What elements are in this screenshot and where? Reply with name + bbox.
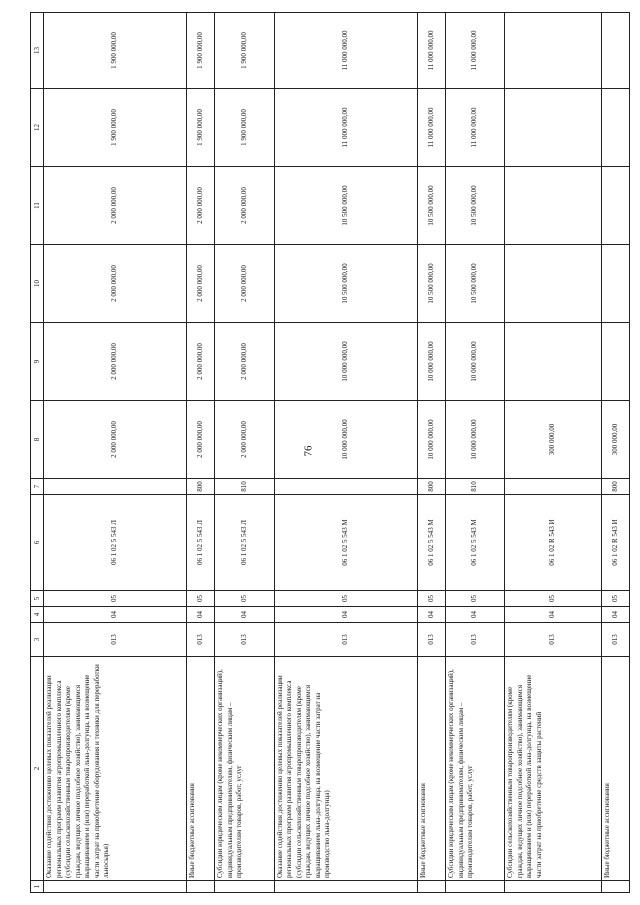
- row-description: Субсидии юридическим лицам (кроме некоммерческих организаций), индивидуальным предпринимателям, физическим лицам – производителям товаров, работ, услуг: [446, 657, 505, 881]
- amount-cell: [601, 89, 629, 167]
- code-cell: 05: [187, 591, 215, 607]
- row-description: Субсидии сельскохозяйственным товаропроизводителям (кроме граждан, ведущих личное подсобное хозяйство), занимающимся выращиванием и (или) переработкой льна-долгунца, на возмещение части затрат на приобретение средств защиты растений: [505, 657, 602, 881]
- code-cell: [601, 881, 629, 893]
- amount-cell: [505, 245, 602, 323]
- code-cell: 05: [44, 591, 187, 607]
- table-row: [187, 13, 215, 893]
- amount-cell: 11 000 000,00: [418, 13, 446, 89]
- row-description: Оказание содействия достижению целевых показателей реализации региональных программ развития агропромышленного комплекса (субсидии сельскохозяйственным товаропроизводителям (кроме граждан, ведущих личное подсобное хозяйство), занимающимся выращиванием и (или) переработкой льна-долгунца, на возмещение части затрат на приобретение оборудования и техники для переработки льносырья): [44, 657, 187, 881]
- code-cell: 06 1 02 5 543 Л: [215, 495, 274, 591]
- code-cell: 04: [187, 607, 215, 623]
- code-cell: 05: [215, 591, 274, 607]
- amount-cell: 2 000 000,00: [44, 401, 187, 479]
- amount-cell: 10 500 000,00: [446, 245, 505, 323]
- amount-cell: 11 000 000,00: [274, 13, 417, 89]
- code-cell: 013: [44, 623, 187, 657]
- header-row: [31, 13, 44, 893]
- code-cell: 013: [187, 623, 215, 657]
- amount-cell: [505, 323, 602, 401]
- table-row: [601, 13, 629, 893]
- col-header: 1: [31, 881, 44, 893]
- amount-cell: 2 000 000,00: [215, 323, 274, 401]
- amount-cell: 10 500 000,00: [274, 245, 417, 323]
- code-cell: [274, 881, 417, 893]
- code-cell: [505, 479, 602, 495]
- amount-cell: 2 000 000,00: [215, 401, 274, 479]
- col-header: 8: [31, 401, 44, 479]
- budget-table: [30, 12, 630, 893]
- amount-cell: 10 500 000,00: [418, 245, 446, 323]
- code-cell: 06 1 02 5 543 М: [446, 495, 505, 591]
- code-cell: 013: [505, 623, 602, 657]
- amount-cell: 2 000 000,00: [187, 401, 215, 479]
- code-cell: 06 1 02 R 543 И: [601, 495, 629, 591]
- amount-cell: 300 000,00: [505, 401, 602, 479]
- code-cell: 800: [601, 479, 629, 495]
- amount-cell: 11 000 000,00: [446, 89, 505, 167]
- code-cell: 800: [418, 479, 446, 495]
- col-header: 9: [31, 323, 44, 401]
- table-row: [215, 13, 274, 893]
- amount-cell: 10 000 000,00: [446, 323, 505, 401]
- amount-cell: 1 900 000,00: [187, 89, 215, 167]
- col-header: 4: [31, 607, 44, 623]
- code-cell: 05: [601, 591, 629, 607]
- amount-cell: [505, 167, 602, 245]
- code-cell: [44, 881, 187, 893]
- code-cell: 04: [505, 607, 602, 623]
- code-cell: 800: [187, 479, 215, 495]
- code-cell: 05: [505, 591, 602, 607]
- amount-cell: 2 000 000,00: [44, 167, 187, 245]
- amount-cell: 11 000 000,00: [418, 89, 446, 167]
- table-row: [44, 13, 187, 893]
- page-number: 76: [302, 445, 315, 457]
- code-cell: 05: [418, 591, 446, 607]
- code-cell: 810: [446, 479, 505, 495]
- code-cell: 04: [446, 607, 505, 623]
- col-header: 3: [31, 623, 44, 657]
- code-cell: 013: [215, 623, 274, 657]
- code-cell: [446, 881, 505, 893]
- code-cell: 04: [215, 607, 274, 623]
- col-header: 13: [31, 13, 44, 89]
- code-cell: 06 1 02 5 543 Л: [187, 495, 215, 591]
- amount-cell: 300 000,00: [601, 401, 629, 479]
- code-cell: [187, 881, 215, 893]
- amount-cell: 2 000 000,00: [187, 245, 215, 323]
- amount-cell: 10 500 000,00: [418, 167, 446, 245]
- table-row: [505, 13, 602, 893]
- col-header: 7: [31, 479, 44, 495]
- amount-cell: 2 000 000,00: [44, 323, 187, 401]
- amount-cell: 2 000 000,00: [187, 167, 215, 245]
- code-cell: [44, 479, 187, 495]
- amount-cell: 11 000 000,00: [446, 13, 505, 89]
- code-cell: 013: [601, 623, 629, 657]
- code-cell: 06 1 02 5 543 М: [274, 495, 417, 591]
- amount-cell: [601, 245, 629, 323]
- row-description: Оказание содействия достижению целевых показателей реализации региональных программ развития агропромышленного комплекса (субсидии сельскохозяйственным товаропроизводителям (кроме граждан, ведущих личное подсобное хозяйство), занимающимся выращиванием льна-долгунца, на возмещение части затрат на производство льна-долгунца): [274, 657, 417, 881]
- code-cell: [418, 881, 446, 893]
- col-header: 6: [31, 495, 44, 591]
- amount-cell: 1 900 000,00: [187, 13, 215, 89]
- row-description: Субсидии юридическим лицам (кроме некоммерческих организаций), индивидуальным предпринимателям, физическим лицам – производителям товаров, работ, услуг: [215, 657, 274, 881]
- col-header: 5: [31, 591, 44, 607]
- col-header: 11: [31, 167, 44, 245]
- amount-cell: 1 900 000,00: [215, 13, 274, 89]
- amount-cell: [601, 167, 629, 245]
- code-cell: [215, 881, 274, 893]
- amount-cell: [601, 323, 629, 401]
- row-description: Иные бюджетные ассигнования: [601, 657, 629, 881]
- amount-cell: 11 000 000,00: [274, 89, 417, 167]
- col-header: 2: [31, 657, 44, 881]
- amount-cell: 10 000 000,00: [418, 323, 446, 401]
- amount-cell: 2 000 000,00: [215, 245, 274, 323]
- code-cell: 04: [44, 607, 187, 623]
- amount-cell: 1 900 000,00: [44, 13, 187, 89]
- amount-cell: 2 000 000,00: [44, 245, 187, 323]
- code-cell: 013: [446, 623, 505, 657]
- code-cell: 05: [446, 591, 505, 607]
- code-cell: 04: [274, 607, 417, 623]
- amount-cell: 10 000 000,00: [274, 401, 417, 479]
- table-row: [418, 13, 446, 893]
- amount-cell: 10 000 000,00: [446, 401, 505, 479]
- amount-cell: 2 000 000,00: [187, 323, 215, 401]
- row-description: Иные бюджетные ассигнования: [418, 657, 446, 881]
- code-cell: 05: [274, 591, 417, 607]
- amount-cell: 2 000 000,00: [215, 167, 274, 245]
- table-row: [446, 13, 505, 893]
- code-cell: 06 1 02 R 543 И: [505, 495, 602, 591]
- code-cell: 04: [601, 607, 629, 623]
- amount-cell: 1 900 000,00: [215, 89, 274, 167]
- amount-cell: 10 500 000,00: [274, 167, 417, 245]
- code-cell: 013: [274, 623, 417, 657]
- amount-cell: 10 500 000,00: [446, 167, 505, 245]
- code-cell: 810: [215, 479, 274, 495]
- amount-cell: [505, 13, 602, 89]
- code-cell: 04: [418, 607, 446, 623]
- amount-cell: [505, 89, 602, 167]
- col-header: 10: [31, 245, 44, 323]
- table-row: [274, 13, 417, 893]
- row-description: Иные бюджетные ассигнования: [187, 657, 215, 881]
- code-cell: 06 1 02 5 543 Л: [44, 495, 187, 591]
- budget-table-rotated: [30, 13, 630, 893]
- code-cell: 013: [418, 623, 446, 657]
- code-cell: [274, 479, 417, 495]
- amount-cell: 10 000 000,00: [274, 323, 417, 401]
- amount-cell: 1 900 000,00: [44, 89, 187, 167]
- col-header: 12: [31, 89, 44, 167]
- amount-cell: 10 000 000,00: [418, 401, 446, 479]
- code-cell: [505, 881, 602, 893]
- amount-cell: [601, 13, 629, 89]
- code-cell: 06 1 02 5 543 М: [418, 495, 446, 591]
